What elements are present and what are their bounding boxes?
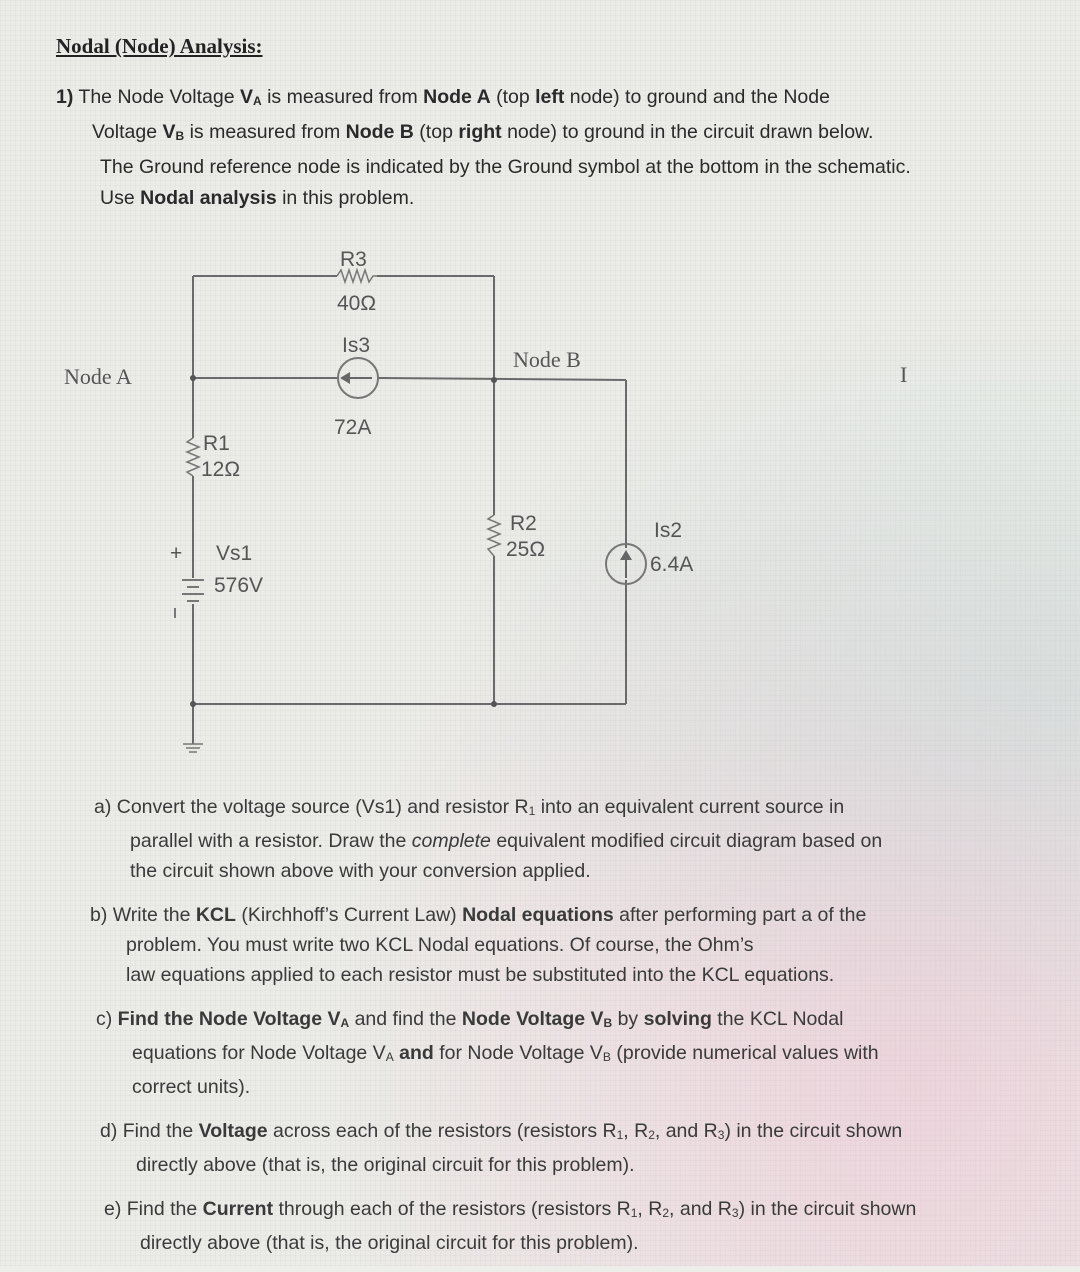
r1-value: 12Ω — [201, 458, 241, 481]
r2-value: 25Ω — [506, 538, 546, 561]
is3-value: 72A — [334, 416, 372, 439]
ground-icon — [183, 744, 203, 752]
question-c: c) Find the Node Voltage $V_A$ and find the Node Voltage $V_B$ by solving the KCL Nodal equations for Node Voltage $V_A$ and for Node Voltage $V_B$ (provide numerical values with correct units). — [96, 1008, 879, 1098]
question-d: d) Find the Voltage across each of the resistors (resistors $R_1$, $R_2$, and $R_3$) in the circuit shown directly above (that is, the original circuit for this problem). — [100, 1120, 903, 1176]
intro-line-1: 1) The Node Voltage $V_A$ is measured from Node A (top left node) to ground and the Node — [56, 86, 830, 108]
text-cursor-icon: I — [900, 362, 908, 387]
questions-list — [90, 792, 1030, 1272]
vs1-battery-icon — [182, 580, 204, 601]
r3-label: R3 — [340, 248, 367, 271]
node-a-label: Node A — [64, 364, 132, 389]
intro-line-3: The Ground reference node is indicated by the Ground symbol at the bottom in the schematic. — [100, 156, 911, 178]
node-a-dot — [190, 375, 196, 381]
bottom-mid-node-dot — [491, 701, 497, 707]
intro-line-2: Voltage $V_B$ is measured from Node B (top right node) to ground in the circuit drawn below. — [92, 121, 874, 143]
is2-value: 6.4A — [650, 553, 694, 576]
is3-label: Is3 — [342, 334, 371, 357]
r3-value: 40Ω — [337, 292, 377, 315]
vs1-plus-sign: + — [170, 542, 183, 565]
question-b: b) Write the KCL (Kirchhoff’s Current Law) Nodal equations after performing part a of the problem. You must write two KCL Nodal equations. Of course, the Ohm’s law equations applied to each resistor must be substituted into the KCL equations. — [90, 904, 867, 986]
question-a: a) Convert the voltage source (Vs1) and resistor $R_1$ into an equivalent current source in parallel with a resistor. Draw the complete equivalent modified circuit diagram based on the circuit shown above with your conversion applied. — [94, 796, 883, 882]
r1-resistor-icon — [187, 438, 199, 476]
is3-arrow-head-icon — [340, 372, 350, 384]
node-b-dot — [491, 377, 497, 383]
r2-resistor-icon — [488, 515, 500, 556]
problem-number: 1) — [56, 86, 74, 108]
r1-label: R1 — [203, 432, 230, 455]
r3-resistor-icon — [337, 270, 377, 282]
bottom-left-node-dot — [190, 701, 196, 707]
intro-line-4: Use Nodal analysis in this problem. — [100, 187, 415, 209]
question-e: e) Find the Current through each of the resistors (resistors $R_1$, $R_2$, and $R_3$) in the circuit shown directly above (that is, the original circuit for this problem). — [104, 1198, 917, 1254]
vs1-value: 576V — [214, 574, 264, 597]
r2-label: R2 — [510, 512, 537, 535]
node-b-label: Node B — [513, 347, 581, 372]
vs1-label: Vs1 — [216, 542, 253, 565]
page-title: Nodal (Node) Analysis: — [56, 34, 263, 58]
is2-arrow-head-icon — [620, 550, 632, 560]
is2-label: Is2 — [654, 519, 683, 542]
